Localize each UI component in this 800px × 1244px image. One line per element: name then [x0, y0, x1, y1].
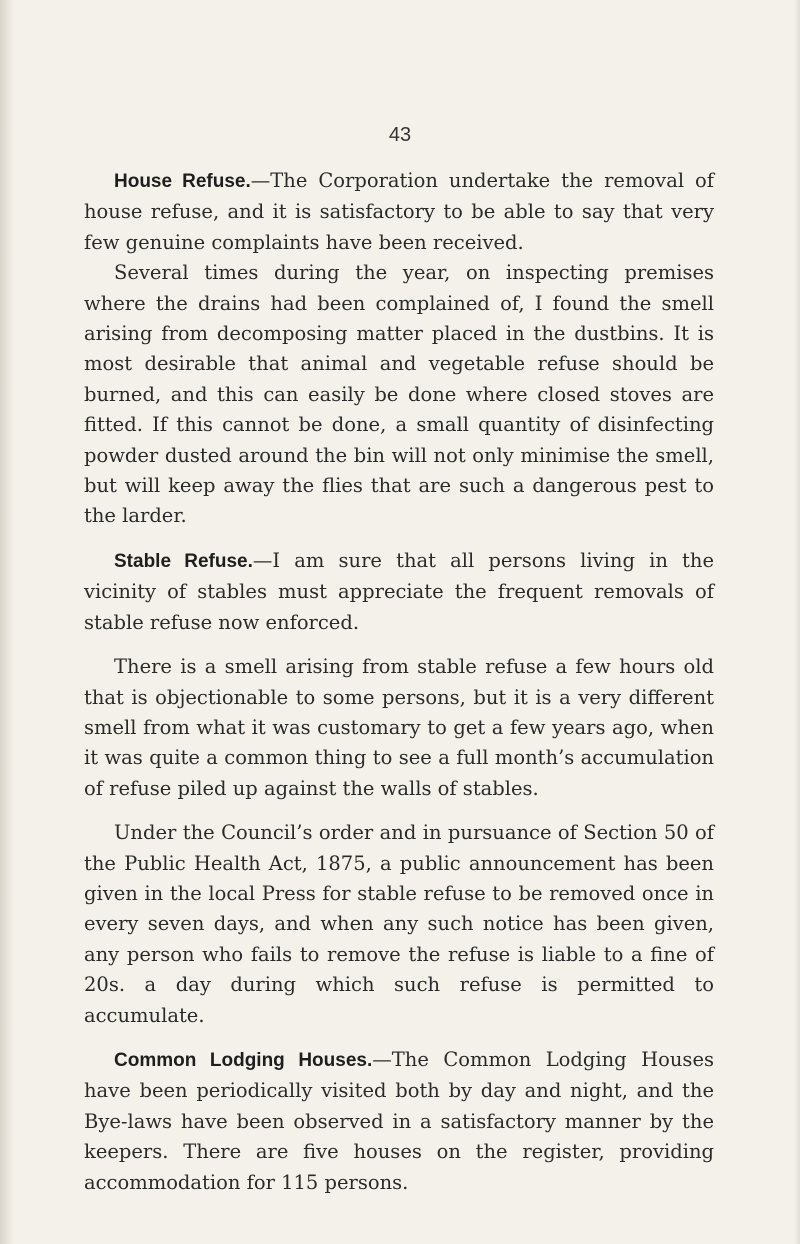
stable-refuse-paragraph-2: There is a smell arising from stable refuse a few hours old that is objectionable to some persons, but it is a very different smell from what it was customary to get a few years ago, when it was quite a common thing to see a full month’s accumulation of refuse piled up against the walls of stables. — [84, 655, 714, 800]
stable-refuse-paragraph-3: Under the Council’s order and in pursuance of Section 50 of the Public Health Act, 1875, a public announcement has been given in the local Press for stable refuse to be removed once in every seven days, and when any such notice has been given, any person who fails to remove the refuse is liable to a fine of 20s. a day during which such refuse is permitted to accumulate. — [84, 821, 714, 1027]
house-refuse-paragraph — [84, 166, 714, 258]
page-edge-shadow-right — [794, 0, 800, 1244]
lodging-houses-text: —The Common Lodging Houses have been periodically visited both by day and night, and the Bye-laws have been observed in a satisfactory manner by the keepers. There are five houses on the register, providing accommodation for 115 persons. — [84, 1047, 714, 1194]
stable-refuse-paragraph — [84, 546, 714, 638]
house-refuse-text: —The Corporation undertake the removal of house refuse, and it is satisfactory to be able to say that very few genuine complaints have been received. — [84, 169, 715, 254]
page-edge-shadow — [0, 0, 14, 1244]
page-number: 43 — [388, 124, 412, 146]
stable-refuse-text: —I am sure that all persons living in the vicinity of stables must appreciate the frequent removals of stable refuse now enforced. — [84, 548, 714, 634]
lodging-houses-paragraph — [84, 1045, 714, 1198]
document-body — [84, 166, 714, 1198]
house-refuse-paragraph-2: Several times during the year, on inspecting premises where the drains had been complained of, I found the smell arising from decomposing matter placed in the dustbins. It is most desirable that animal and vegetable refuse should be burned, and this can easily be done where closed stoves are fitted. If this cannot be done, a small quantity of disinfecting powder dusted around the bin will not only minimise the smell, but will keep away the flies that are such a dangerous pest to the larder. — [84, 261, 714, 528]
house-refuse-heading: House Refuse. — [114, 171, 251, 192]
stable-refuse-heading: Stable Refuse. — [114, 550, 253, 572]
lodging-houses-heading: Common Lodging Houses. — [114, 1049, 373, 1071]
